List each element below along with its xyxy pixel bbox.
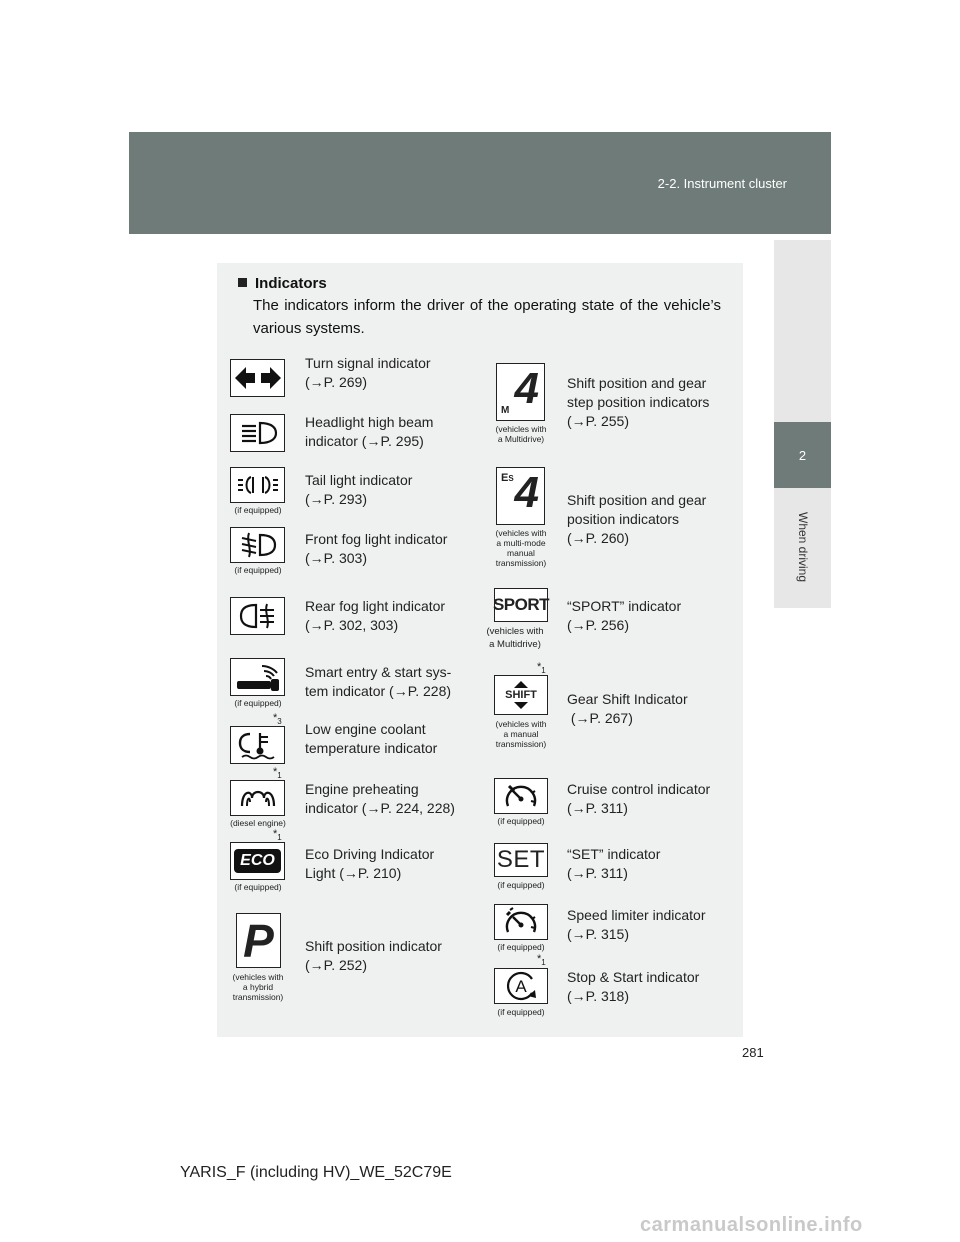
gear-shift-desc: Gear Shift Indicator (→P. 267) [567,691,688,726]
coolant-footnote: $*_3$ [273,712,282,727]
stop-start-desc: Stop & Start indicator (→P. 318) [567,969,700,1004]
gear-shift-caption: (vehicles with a manual transmission) [495,719,547,749]
cruise-caption: (if equipped) [497,816,545,826]
stop-start-icon [494,968,548,1004]
front-fog-caption: (if equipped) [234,565,282,575]
tail-light-caption: (if equipped) [234,505,282,515]
preheat-caption: (diesel engine) [230,818,286,828]
eco-caption: (if equipped) [234,882,282,892]
shift-text: SHIFT [505,689,537,701]
chapter-title: 2-2. Instrument cluster [657,176,787,191]
smart-entry-key-icon [230,658,285,696]
front-fog-desc: Front fog light indicator (→P. 303) [305,531,448,566]
preheat-footnote: $*_1$ [273,766,282,781]
smart-entry-desc: Smart entry & start sys- tem indicator (→P. 228) [305,664,452,699]
set-desc: “SET” indicator (→P. 311) [567,846,661,881]
stop-start-caption: (if equipped) [497,1007,545,1017]
down-arrow-icon [514,702,528,709]
rear-fog-desc: Rear fog light indicator (→P. 302, 303) [305,598,446,633]
gear-shift-icon [494,675,548,715]
cruise-desc: Cruise control indicator (→P. 311) [567,781,711,816]
gear-digit: 4 [514,468,539,517]
gear-shift-footnote: $*_1$ [537,661,546,676]
mmt-shift-desc: Shift position and gear position indicators (→P. 260) [567,492,707,546]
high-beam-icon [230,414,285,452]
section-heading: Indicators [238,275,327,292]
gear-digit: 4 [514,364,539,413]
speed-limiter-caption: (if equipped) [497,942,545,952]
cruise-control-icon [494,778,548,814]
multidrive-shift-desc: Shift position and gear step position indicators (→P. 255) [567,375,710,429]
turn-signal-desc: Turn signal indicator (→P. 269) [305,355,431,390]
multidrive-shift-icon [496,363,545,421]
coolant-desc: Low engine coolant temperature indicator [305,721,438,756]
eco-footnote: $*_1$ [273,828,282,843]
p-hybrid-desc: Shift position indicator (→P. 252) [305,938,442,973]
multidrive-shift-caption: (vehicles with a Multidrive) [495,424,547,444]
tail-light-icon [230,467,285,503]
set-caption: (if equipped) [497,880,545,890]
speed-limiter-desc: Speed limiter indicator (→P. 315) [567,907,706,942]
up-arrow-icon [514,681,528,688]
side-tab-strip [774,240,831,422]
chapter-tab-number: 2 [774,422,831,488]
rear-fog-icon [230,597,285,635]
chapter-header [129,132,831,234]
high-beam-desc: Headlight high beam indicator (→P. 295) [305,414,434,449]
sport-icon [494,588,548,622]
eco-badge: ECO [234,849,281,873]
section-intro: The indicators inform the driver of the operating state of the vehicle’s various systems. [253,297,721,337]
mode-letter: M [501,405,510,416]
page-number: 281 [742,1045,764,1060]
p-hybrid-caption: (vehicles with a hybrid transmission) [232,972,284,1002]
front-fog-icon [230,527,285,563]
mmt-shift-icon [496,467,545,525]
eco-icon [230,842,285,880]
tail-light-desc: Tail light indicator (→P. 293) [305,472,413,507]
smart-entry-caption: (if equipped) [234,698,282,708]
speed-limiter-icon [494,904,548,940]
square-bullet-icon [238,278,247,287]
set-text: SET [496,846,546,873]
document-code: YARIS_F (including HV)_WE_52C79E [180,1164,452,1181]
mmt-shift-caption: (vehicles with a multi-mode manual transmission) [495,528,547,568]
p-position-icon [236,913,281,968]
sport-text: SPORT [492,595,550,614]
stop-start-letter: A [515,977,527,996]
preheat-desc: Engine preheating indicator (→P. 224, 228) [305,781,455,816]
set-icon [494,843,548,877]
p-letter: P [243,914,274,967]
glow-plug-icon [230,780,285,816]
turn-signal-icon [230,359,285,397]
mode-letter: ES [501,472,514,484]
sport-desc: “SPORT” indicator (→P. 256) [567,598,682,633]
watermark: carmanualsonline.info [640,1214,863,1236]
eco-desc: Eco Driving Indicator Light (→P. 210) [305,846,435,881]
stop-start-footnote: $*_1$ [537,953,546,968]
coolant-temp-icon [230,726,285,764]
sport-caption: (vehicles with a Multidrive) [486,626,544,650]
